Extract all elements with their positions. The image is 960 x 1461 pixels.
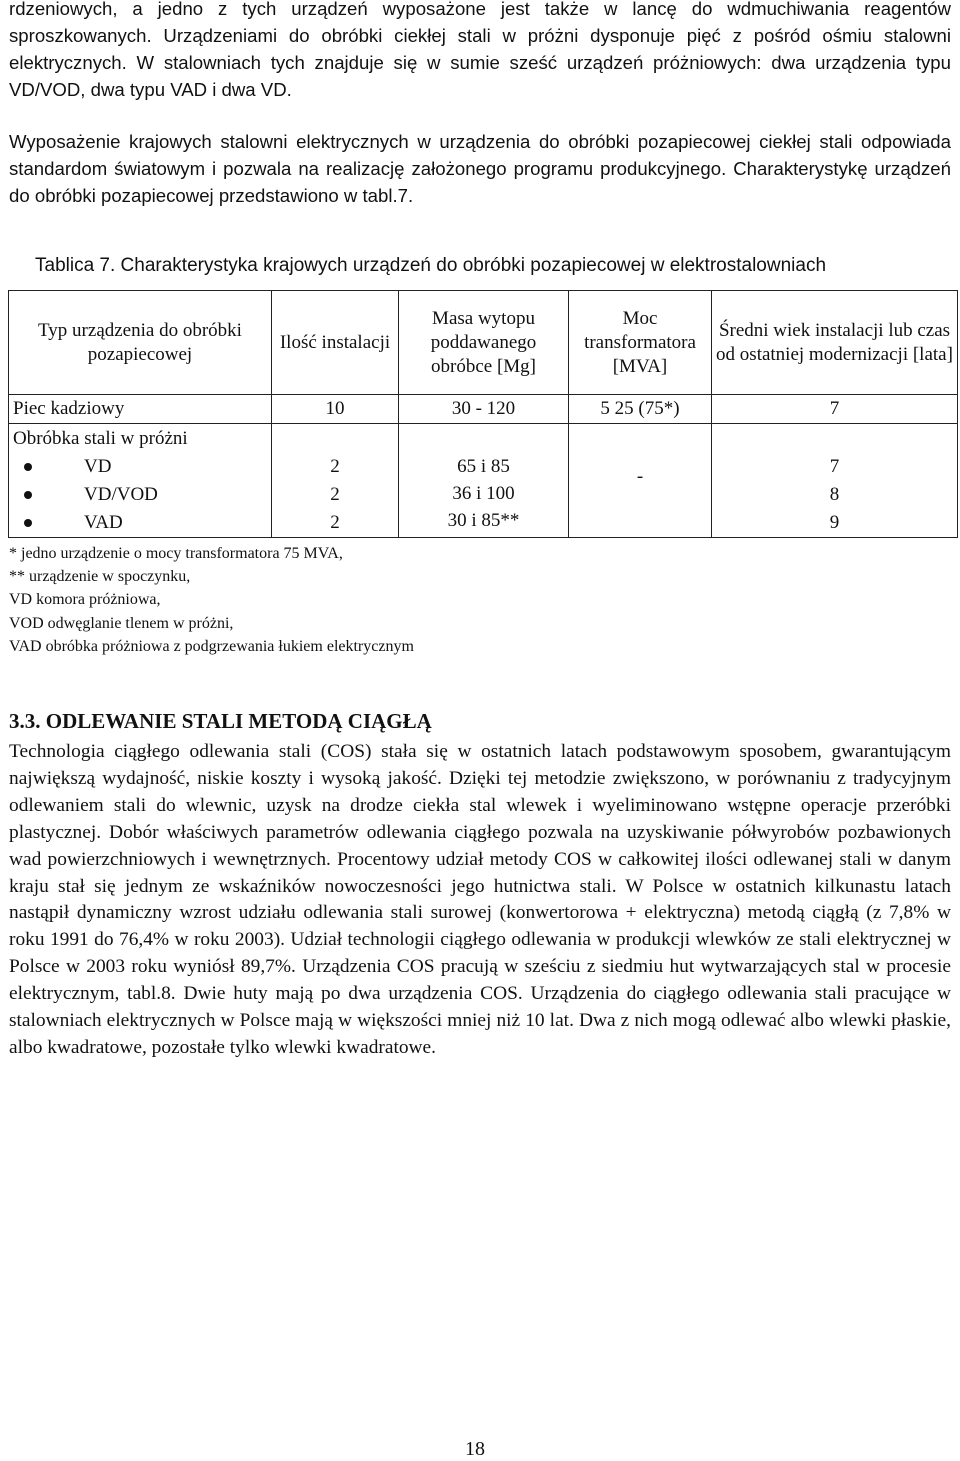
header-type: Typ urządzenia do obróbki pozapiecowej (9, 291, 272, 395)
vacuum-age-value: 8 (829, 484, 840, 505)
header-power: Moc transformatora [MVA] (569, 291, 712, 395)
cell-count: 10 (272, 395, 399, 424)
cell-vacuum-power (569, 424, 712, 538)
vacuum-type-list (13, 453, 267, 537)
bullet-icon (24, 491, 32, 499)
cell-type: Piec kadziowy (9, 395, 272, 424)
vacuum-mass-value: 30 i 85** (447, 510, 520, 531)
footnote: VOD odwęglanie tlenem w próżni, (9, 614, 234, 632)
bullet-icon (24, 519, 32, 527)
vacuum-count-value: 2 (330, 512, 340, 533)
vacuum-count-stack (276, 425, 394, 537)
section-heading: 3.3. ODLEWANIE STALI METODĄ CIĄGŁĄ (9, 709, 432, 733)
vacuum-type-label: VD (84, 456, 112, 477)
equipment-table (8, 290, 958, 538)
header-mass: Masa wytopu poddawanego obróbce [Mg] (399, 291, 569, 395)
cell-vacuum-types (9, 424, 272, 538)
table-footnotes (9, 542, 414, 658)
intro-paragraph-1: rdzeniowych, a jedno z tych urządzeń wyposażone jest także w lancę do wdmuchiwania reagentów sproszkowanych. Urządzeniami do obróbki ciekłej stali w próżni dysponuje pięć z pośród ośmiu stalowni elektrycznych. W stalowniach tych znajduje się w sumie sześć urządzeń próżniowych: dwa urządzenia typu VD/VOD, dwa typu VAD i dwa VD. (9, 0, 951, 100)
vacuum-group-label: Obróbka stali w próżni (13, 428, 188, 449)
vacuum-count-value: 2 (330, 484, 340, 505)
list-item (13, 509, 267, 537)
list-item (13, 453, 267, 481)
table-row (9, 395, 958, 424)
page-number: 18 (465, 1438, 485, 1460)
cell-vacuum-counts (272, 424, 399, 538)
vacuum-age-value: 7 (829, 456, 840, 477)
footnote: VD komora próżniowa, (9, 591, 161, 609)
table-caption: Tablica 7. Charakterystyka krajowych urządzeń do obróbki pozapiecowej w elektrostalowniach (35, 255, 827, 276)
section-paragraph: Technologia ciągłego odlewania stali (COS) stała się w ostatnich latach podstawowym sposobem, gwarantującym największą wydajność, niskie koszty i wysoką jakość. Dzięki tej metodzie zwiększono, w porównaniu z tradycyjnym odlewaniem stali do wlewnic, uzysk na drodze ciekła stal wlewek i wyeliminowano wstępne operacje przeróbki plastycznej. Dobór właściwych parametrów odlewania ciągłego pozwala na uzyskiwanie półwyrobów pozbawionych wad powierzchniowych i wewnętrznych. Procentowy udział metody COS w całkowitej ilości odlewanej stali w danym kraju stał się jednym ze wskaźników nowoczesności jego hutnictwa stali. W Polsce w ostatnich kilkunastu latach nastąpił dynamiczny wzrost udziału odlewania stali surowej (konwertorowa + elektryczna) metodą ciągłą (z 7,8% w roku 1991 do 76,4% w roku 2003). Udział technologii ciągłego odlewania w produkcji wlewków ze stali elektrycznej w Polsce w 2003 roku wyniósł 89,7%. Urządzenia COS pracują w sześciu z siedmiu hut wytwarzających stal w procesie elektrycznym, tabl.8. Dwie huty mają po dwa urządzenia COS. Urządzenia do ciągłego odlewania stali pracujące w stalowniach elektrycznych w Polsce mają w większości mniej niż 10 lat. Dwa z nich mogą odlewać albo wlewki płaskie, albo kwadratowe, pozostałe tylko wlewki kwadratowe. (9, 741, 951, 1058)
cell-vacuum-masses (399, 424, 569, 538)
vacuum-mass-stack (403, 425, 564, 534)
header-count: Ilość instalacji (272, 291, 399, 395)
footnote: VAD obróbka próżniowa z podgrzewania łukiem elektrycznym (9, 637, 414, 655)
intro-paragraph-2: Wyposażenie krajowych stalowni elektrycznych w urządzenia do obróbki pozapiecowej ciekłej stali odpowiada standardom światowym i pozwala na realizację założonego programu produkcyjnego. Charakterystykę urządzeń do obróbki pozapiecowej przedstawiono w tabl.7. (9, 131, 951, 206)
vacuum-type-label: VD/VOD (84, 484, 158, 505)
cell-vacuum-ages (712, 424, 958, 538)
footnote: * jedno urządzenie o mocy transformatora 75 MVA, (9, 545, 343, 562)
table-row-vacuum (9, 424, 958, 538)
header-age: Średni wiek instalacji lub czas od ostatniej modernizacji [lata] (712, 291, 958, 395)
vacuum-mass-value: 65 i 85 (457, 456, 510, 477)
cell-power: 5 25 (75*) (569, 395, 712, 424)
vacuum-age-stack (716, 425, 953, 537)
table-header-row (9, 291, 958, 395)
vacuum-type-label: VAD (84, 512, 123, 533)
vacuum-count-value: 2 (330, 456, 340, 477)
cell-mass: 30 - 120 (399, 395, 569, 424)
cell-age: 7 (712, 395, 958, 424)
footnote: ** urządzenie w spoczynku, (9, 568, 191, 586)
list-item (13, 481, 267, 509)
bullet-icon (24, 463, 32, 471)
vacuum-age-value: 9 (829, 512, 840, 533)
vacuum-power-value: - (636, 466, 644, 487)
vacuum-mass-value: 36 i 100 (452, 483, 515, 504)
